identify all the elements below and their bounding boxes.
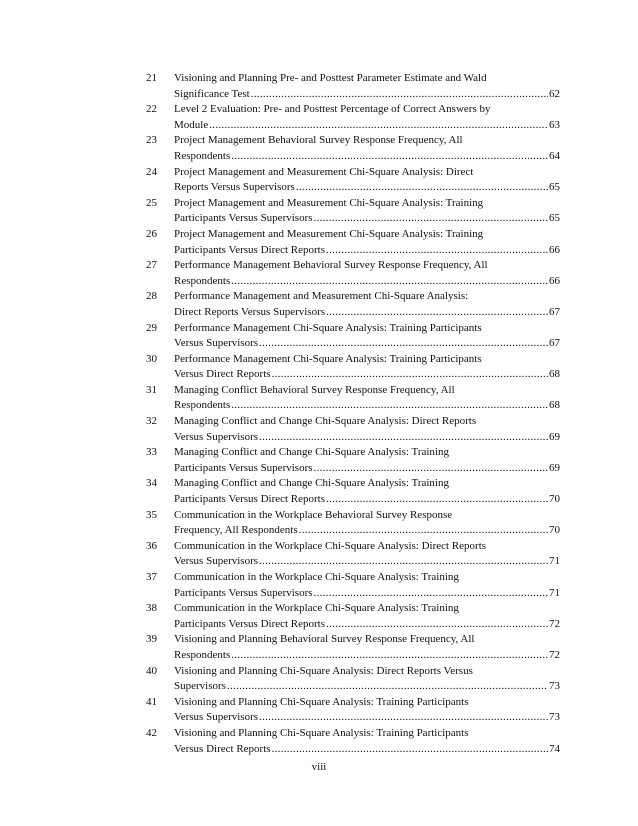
table-title-line1: Project Management and Measurement Chi-Square Analysis: Training: [174, 227, 484, 240]
page-reference: 73: [549, 711, 560, 724]
page-reference: 72: [549, 617, 560, 630]
page-reference: 71: [549, 586, 560, 599]
table-number: 21: [146, 72, 157, 84]
page-reference: 62: [549, 87, 560, 100]
table-title-line1: Project Management and Measurement Chi-Square Analysis: Direct: [174, 165, 474, 178]
table-number: 28: [146, 290, 157, 303]
table-title-line2: Versus Supervisors: [174, 711, 259, 724]
toc-entry: [146, 476, 566, 507]
page-reference: 70: [549, 493, 560, 506]
table-title-line1: Communication in the Workplace Behavioral Survey Response: [174, 508, 453, 521]
table-number: 33: [146, 446, 157, 459]
table-title-line1: Performance Management Chi-Square Analysis: Training Participants: [174, 352, 482, 365]
toc-entry-first-line: [146, 258, 566, 274]
dot-leader: [227, 679, 548, 695]
dot-leader: [231, 274, 548, 290]
table-title-line2: Versus Supervisors: [174, 337, 259, 350]
toc-entry: [146, 383, 566, 414]
page-reference: 70: [549, 524, 560, 537]
dot-leader: [272, 367, 548, 383]
toc-entry: [146, 445, 566, 476]
table-title-line1: Project Management and Measurement Chi-Square Analysis: Training: [174, 196, 484, 209]
page-reference: 66: [549, 243, 560, 256]
toc-entry-second-line: [146, 617, 560, 633]
dot-leader: [296, 180, 548, 196]
toc-entry-first-line: [146, 445, 566, 461]
table-title-line2: Reports Versus Supervisors: [174, 181, 295, 194]
toc-entry: [146, 414, 566, 445]
table-title-line2: Participants Versus Direct Reports: [174, 617, 326, 630]
toc-entry-first-line: [146, 196, 566, 212]
table-number: 26: [146, 227, 157, 240]
table-title-line1: Visioning and Planning Chi-Square Analysis: Direct Reports Versus: [174, 664, 473, 677]
page-reference: 74: [549, 742, 560, 755]
toc-entry-first-line: [146, 476, 566, 492]
table-number: 38: [146, 602, 157, 615]
table-title-line2: Versus Supervisors: [174, 555, 259, 568]
toc-entry-second-line: [146, 367, 560, 383]
table-title-line1: Project Management Behavioral Survey Response Frequency, All: [174, 134, 463, 147]
table-number: 22: [146, 103, 157, 116]
page-reference: 67: [549, 337, 560, 350]
toc-entry-first-line: [146, 165, 566, 181]
table-title-line2: Respondents: [174, 149, 231, 162]
toc-entry-second-line: [146, 398, 560, 414]
dot-leader: [326, 492, 548, 508]
dot-leader: [209, 118, 548, 134]
table-title-line2: Versus Direct Reports: [174, 368, 271, 381]
toc-entry-second-line: [146, 679, 560, 695]
toc-entry: [146, 726, 566, 757]
dot-leader: [326, 617, 548, 633]
table-number: 41: [146, 695, 157, 708]
page-reference: 73: [549, 680, 560, 693]
table-title-line2: Significance Test: [174, 87, 250, 100]
table-number: 24: [146, 165, 157, 178]
table-number: 29: [146, 321, 157, 334]
dot-leader: [299, 523, 548, 539]
toc-entry: [146, 664, 566, 695]
table-number: 42: [146, 726, 157, 739]
table-title-line1: Managing Conflict Behavioral Survey Response Frequency, All: [174, 383, 455, 396]
page-reference: 72: [549, 648, 560, 661]
table-title-line2: Versus Supervisors: [174, 430, 259, 443]
table-number: 30: [146, 352, 157, 365]
dot-leader: [259, 710, 548, 726]
toc-entry-second-line: [146, 461, 560, 477]
table-title-line2: Participants Versus Supervisors: [174, 461, 313, 474]
table-number: 35: [146, 508, 157, 521]
table-number: 23: [146, 134, 157, 147]
toc-entry: [146, 196, 566, 227]
table-number: 37: [146, 571, 157, 583]
table-title-line1: Communication in the Workplace Chi-Square Analysis: Training: [174, 602, 459, 615]
toc-entry-second-line: [146, 492, 560, 508]
table-number: 39: [146, 633, 157, 646]
page-reference: 71: [549, 555, 560, 568]
dot-leader: [259, 430, 548, 446]
table-title-line1: Communication in the Workplace Chi-Square Analysis: Direct Reports: [174, 539, 487, 552]
dot-leader: [314, 461, 548, 477]
table-title-line2: Supervisors: [174, 680, 226, 693]
page-number-footer: viii: [311, 761, 327, 773]
table-title-line1: Performance Management Behavioral Survey Response Frequency, All: [174, 259, 488, 272]
dot-leader: [231, 398, 548, 414]
toc-entry: [146, 289, 566, 320]
toc-entry: [146, 632, 566, 663]
table-number: 31: [146, 383, 157, 396]
toc-entry-second-line: [146, 742, 560, 758]
dot-leader: [259, 554, 548, 570]
toc-entry: [146, 352, 566, 383]
table-title-line1: Managing Conflict and Change Chi-Square Analysis: Training: [174, 446, 449, 459]
page-reference: 65: [549, 181, 560, 194]
toc-entry-first-line: [146, 289, 566, 305]
table-title-line2: Direct Reports Versus Supervisors: [174, 305, 326, 318]
toc-entry: [146, 71, 566, 102]
table-title-line1: Performance Management Chi-Square Analysis: Training Participants: [174, 321, 482, 334]
toc-entry-first-line: [146, 570, 566, 586]
table-title-line1: Managing Conflict and Change Chi-Square Analysis: Direct Reports: [174, 415, 477, 428]
table-number: 34: [146, 477, 157, 490]
toc-entry-first-line: [146, 352, 566, 368]
toc-entry: [146, 539, 566, 570]
toc-entry: [146, 133, 566, 164]
toc-entry-first-line: [146, 726, 566, 742]
table-title-line2: Respondents: [174, 274, 231, 287]
toc-entry-first-line: [146, 321, 566, 337]
toc-entry-first-line: [146, 508, 566, 524]
toc-entry-second-line: [146, 149, 560, 165]
toc-entry-first-line: [146, 695, 566, 711]
dot-leader: [231, 149, 548, 165]
dot-leader: [231, 648, 548, 664]
toc-entry-second-line: [146, 274, 560, 290]
toc-entry-second-line: [146, 523, 560, 539]
dot-leader: [326, 305, 548, 321]
table-title-line1: Managing Conflict and Change Chi-Square Analysis: Training: [174, 477, 449, 490]
page-reference: 63: [549, 118, 560, 131]
toc-entry-first-line: [146, 102, 566, 118]
page-reference: 68: [549, 368, 560, 381]
table-title-line2: Participants Versus Supervisors: [174, 586, 313, 599]
dot-leader: [251, 87, 548, 103]
toc-entry: [146, 102, 566, 133]
toc-entry-first-line: [146, 133, 566, 149]
toc-entry-second-line: [146, 211, 560, 227]
table-title-line1: Communication in the Workplace Chi-Square Analysis: Training: [174, 571, 459, 583]
toc-entry-first-line: [146, 227, 566, 243]
toc-entry-second-line: [146, 586, 560, 602]
page-reference: 64: [549, 149, 560, 162]
table-title-line1: Level 2 Evaluation: Pre- and Posttest Percentage of Correct Answers by: [174, 103, 491, 116]
toc-entry-second-line: [146, 305, 560, 321]
toc-entry-second-line: [146, 336, 560, 352]
table-number: 36: [146, 539, 157, 552]
toc-entry-second-line: [146, 87, 560, 103]
toc-entry: [146, 570, 566, 601]
table-title-line2: Participants Versus Supervisors: [174, 212, 313, 225]
table-title-line1: Visioning and Planning Pre- and Posttest Parameter Estimate and Wald: [174, 72, 487, 84]
dot-leader: [314, 211, 548, 227]
table-number: 25: [146, 196, 157, 209]
table-title-line2: Respondents: [174, 399, 231, 412]
toc-entry-second-line: [146, 180, 560, 196]
toc-entry-first-line: [146, 539, 566, 555]
toc-entry-second-line: [146, 554, 560, 570]
dot-leader: [259, 336, 548, 352]
toc-entry-first-line: [146, 71, 566, 87]
toc-entry-second-line: [146, 710, 560, 726]
page-reference: 68: [549, 399, 560, 412]
page-reference: 69: [549, 430, 560, 443]
table-title-line1: Visioning and Planning Behavioral Survey Response Frequency, All: [174, 633, 475, 646]
table-title-line2: Versus Direct Reports: [174, 742, 271, 755]
table-title-line2: Respondents: [174, 648, 231, 661]
table-title-line2: Participants Versus Direct Reports: [174, 493, 326, 506]
table-title-line1: Performance Management and Measurement Chi-Square Analysis:: [174, 290, 469, 303]
table-title-line2: Module: [174, 118, 209, 131]
toc-entry-first-line: [146, 414, 566, 430]
table-of-contents-list: [146, 71, 566, 757]
page-reference: 65: [549, 212, 560, 225]
toc-entry: [146, 601, 566, 632]
table-title-line1: Visioning and Planning Chi-Square Analysis: Training Participants: [174, 726, 469, 739]
toc-entry: [146, 165, 566, 196]
toc-entry-second-line: [146, 118, 560, 134]
toc-entry-second-line: [146, 243, 560, 259]
toc-entry: [146, 695, 566, 726]
toc-entry-first-line: [146, 664, 566, 680]
toc-entry-first-line: [146, 383, 566, 399]
toc-entry-first-line: [146, 601, 566, 617]
toc-entry: [146, 227, 566, 258]
page-reference: 67: [549, 305, 560, 318]
table-number: 40: [146, 664, 157, 677]
toc-entry-second-line: [146, 430, 560, 446]
toc-entry: [146, 321, 566, 352]
table-number: 32: [146, 415, 157, 428]
table-title-line2: Participants Versus Direct Reports: [174, 243, 326, 256]
toc-entry: [146, 508, 566, 539]
page-reference: 66: [549, 274, 560, 287]
table-number: 27: [146, 259, 157, 272]
toc-entry-first-line: [146, 632, 566, 648]
page-reference: 69: [549, 461, 560, 474]
toc-entry-second-line: [146, 648, 560, 664]
table-title-line1: Visioning and Planning Chi-Square Analysis: Training Participants: [174, 695, 469, 708]
dot-leader: [326, 243, 548, 259]
toc-entry: [146, 258, 566, 289]
table-title-line2: Frequency, All Respondents: [174, 524, 298, 537]
dot-leader: [272, 742, 548, 758]
dot-leader: [314, 586, 548, 602]
